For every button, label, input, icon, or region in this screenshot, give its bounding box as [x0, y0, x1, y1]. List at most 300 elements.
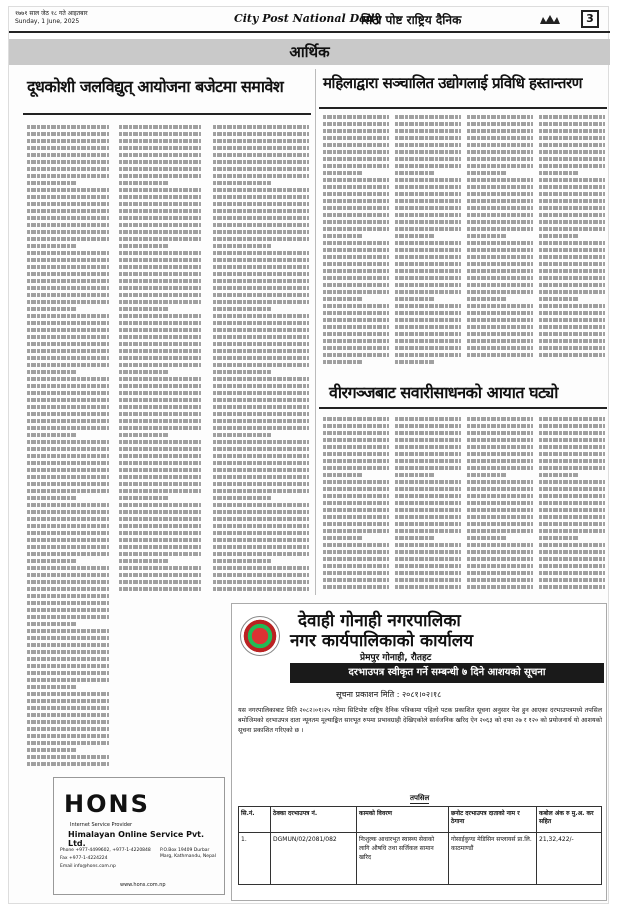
text-line — [467, 487, 533, 491]
text-line — [119, 510, 201, 514]
text-line — [119, 258, 201, 262]
text-line — [539, 424, 605, 428]
table-header: कामको विवरण — [357, 807, 449, 833]
text-line — [467, 466, 533, 470]
text-line — [213, 160, 309, 164]
text-line — [539, 564, 605, 568]
text-line — [467, 508, 533, 512]
text-line — [213, 237, 309, 241]
text-line — [27, 482, 109, 486]
text-line — [27, 692, 109, 696]
text-line — [119, 321, 201, 325]
text-line — [395, 466, 461, 470]
text-line — [539, 515, 605, 519]
text-line — [395, 508, 461, 512]
text-line — [539, 445, 605, 449]
newspaper-title-nepali: सिटी पोष्ट राष्ट्रिय दैनिक — [361, 13, 462, 27]
text-line — [467, 199, 533, 203]
text-line — [467, 283, 533, 287]
text-line — [323, 536, 363, 540]
text-line — [467, 353, 533, 357]
text-line — [119, 573, 201, 577]
text-line — [467, 445, 533, 449]
text-line — [395, 227, 461, 231]
text-line — [467, 115, 533, 119]
text-line — [119, 482, 201, 486]
text-line — [539, 438, 605, 442]
masthead — [9, 7, 610, 33]
text-line — [27, 741, 109, 745]
text-line — [119, 524, 201, 528]
text-line — [27, 223, 109, 227]
headline-rule — [319, 107, 607, 109]
text-line — [119, 559, 168, 563]
text-line — [119, 251, 201, 255]
text-line — [539, 339, 605, 343]
text-line — [467, 424, 533, 428]
text-line — [395, 262, 461, 266]
article-headline: वीरगञ्जबाट सवारीसाधनको आयात घट्यो — [329, 383, 558, 402]
text-line — [395, 417, 461, 421]
text-line — [119, 335, 201, 339]
text-line — [395, 578, 461, 582]
text-line — [323, 262, 389, 266]
text-line — [119, 454, 201, 458]
text-line — [539, 466, 605, 470]
text-line — [323, 431, 389, 435]
text-line — [323, 129, 389, 133]
text-line — [213, 300, 309, 304]
text-line — [119, 391, 201, 395]
text-line — [539, 325, 605, 329]
text-line — [323, 487, 389, 491]
text-line — [539, 262, 605, 266]
text-line — [119, 433, 168, 437]
text-line — [119, 370, 168, 374]
text-line — [119, 447, 201, 451]
text-line — [27, 412, 109, 416]
text-line — [119, 216, 201, 220]
text-line — [395, 150, 461, 154]
text-line — [395, 241, 461, 245]
notice-banner: दरभाउपत्र स्वीकृत गर्ने सम्बन्धी ७ दिने आशयको सूचना — [290, 663, 604, 683]
text-line — [323, 585, 389, 589]
text-line — [539, 578, 605, 582]
text-line — [323, 269, 389, 273]
text-line — [213, 223, 309, 227]
text-line — [119, 132, 201, 136]
text-line — [213, 188, 309, 192]
text-line — [395, 234, 435, 238]
text-line — [395, 332, 461, 336]
text-line — [395, 360, 435, 364]
text-line — [323, 346, 389, 350]
text-line — [323, 459, 389, 463]
text-line — [27, 566, 109, 570]
text-line — [395, 178, 461, 182]
text-line — [27, 510, 109, 514]
text-line — [27, 139, 109, 143]
text-line — [395, 122, 461, 126]
text-line — [323, 501, 389, 505]
text-line — [119, 160, 201, 164]
text-line — [539, 318, 605, 322]
text-line — [323, 417, 389, 421]
text-line — [395, 255, 461, 259]
text-line — [395, 129, 461, 133]
text-line — [119, 412, 201, 416]
text-line — [395, 136, 461, 140]
text-line — [395, 164, 461, 168]
text-line — [323, 515, 389, 519]
table-header: छनोट दरभाउपत्र दाताको नाम र ठेगाना — [449, 807, 537, 833]
text-line — [323, 339, 389, 343]
ad-phone: Phone +977-4499602, +977-1-4220848 — [60, 848, 151, 853]
text-line — [323, 157, 389, 161]
text-line — [323, 136, 389, 140]
text-line — [539, 178, 605, 182]
table-cell: निःशुल्क आधारभूत स्वास्थ्य सेवाको लागि औषधि तथा सर्जिकल सामान खरिद — [357, 833, 449, 885]
text-line — [213, 377, 309, 381]
text-line — [539, 452, 605, 456]
text-line — [467, 311, 533, 315]
text-line — [27, 286, 109, 290]
text-line — [467, 255, 533, 259]
text-line — [467, 136, 533, 140]
text-line — [323, 220, 389, 224]
text-line — [539, 522, 605, 526]
text-line — [119, 307, 168, 311]
text-line — [119, 552, 201, 556]
text-line — [539, 585, 605, 589]
text-line — [539, 297, 579, 301]
text-line — [27, 251, 109, 255]
text-line — [213, 335, 309, 339]
text-line — [323, 290, 389, 294]
text-line — [539, 248, 605, 252]
headline-rule — [319, 407, 607, 409]
text-line — [323, 466, 389, 470]
text-line — [467, 339, 533, 343]
text-line — [27, 650, 109, 654]
text-line — [539, 164, 605, 168]
text-line — [467, 248, 533, 252]
text-line — [395, 220, 461, 224]
text-line — [539, 417, 605, 421]
text-line — [213, 279, 309, 283]
text-line — [27, 496, 76, 500]
text-line — [119, 314, 201, 318]
text-line — [323, 304, 389, 308]
text-line — [119, 342, 201, 346]
text-line — [213, 468, 309, 472]
text-line — [539, 115, 605, 119]
text-line — [395, 143, 461, 147]
article-headline: महिलाद्वारा सञ्चालित उद्योगलाई प्रविधि हस्तान्तरण — [323, 74, 582, 92]
text-line — [323, 227, 389, 231]
text-line — [27, 132, 109, 136]
text-line — [395, 353, 461, 357]
text-line — [323, 332, 389, 336]
text-line — [27, 461, 109, 465]
text-line — [323, 241, 389, 245]
text-line — [213, 384, 309, 388]
text-line — [467, 276, 533, 280]
table-row — [239, 833, 602, 885]
municipality-emblem-icon — [240, 616, 280, 656]
text-line — [27, 230, 109, 234]
text-line — [539, 571, 605, 575]
text-line — [27, 587, 109, 591]
table-header: कबोल अंक रु मु.अ. कर सहित — [537, 807, 602, 833]
text-line — [467, 578, 533, 582]
hons-advertisement — [53, 777, 225, 895]
text-line — [539, 290, 605, 294]
text-line — [467, 515, 533, 519]
text-line — [213, 342, 309, 346]
text-line — [27, 440, 109, 444]
notice-body: यस नगरपालिकाबाट मिति २०८२।०१।२५ गतेमा सिटिपोष्ट राष्ट्रिय दैनिक पत्रिकामा पहिलो पटक प्रकाशित सूचना अनुसार पेश हुन आएका दरभाउपत्रमध्ये तपसिल बमोजिमको दरभाउपत्र दाता न्यूनतम मूल्याङ्कित सारभूत रुपमा प्रभावग्राही देखिएकोले सार्वजनिक खरिद ऐन २०६३ को दफा २७ र १२० को प्रयोजनार्थ यो आशयको सूचना प्रकाशित गरिएको छ । — [238, 707, 602, 734]
date-nepali: १७७१ साल जेठ १८ गते आइतबार — [15, 10, 88, 17]
text-line — [213, 552, 309, 556]
date-english: Sunday, 1 June, 2025 — [15, 18, 80, 25]
text-line — [467, 304, 533, 308]
text-line — [119, 300, 201, 304]
text-line — [27, 671, 109, 675]
text-line — [539, 529, 605, 533]
text-line — [27, 622, 76, 626]
text-line — [213, 349, 309, 353]
text-line — [119, 426, 201, 430]
text-line — [213, 356, 309, 360]
text-line — [539, 227, 605, 231]
text-line — [27, 300, 109, 304]
text-line — [27, 363, 109, 367]
text-line — [467, 459, 533, 463]
text-line — [27, 594, 109, 598]
text-line — [213, 321, 309, 325]
text-line — [27, 629, 109, 633]
text-line — [27, 573, 109, 577]
text-line — [323, 571, 389, 575]
text-line — [467, 178, 533, 182]
text-line — [539, 557, 605, 561]
text-line — [27, 209, 109, 213]
text-line — [539, 213, 605, 217]
text-line — [467, 494, 533, 498]
text-line — [395, 494, 461, 498]
text-line — [27, 608, 109, 612]
text-line — [119, 356, 201, 360]
text-line — [467, 529, 533, 533]
text-line — [395, 571, 461, 575]
text-line — [119, 230, 201, 234]
text-line — [27, 125, 109, 129]
text-line — [119, 272, 201, 276]
text-line — [213, 174, 309, 178]
ad-address: P.O.Box 19409 Durbar Marg, Kathmandu, Nepal — [160, 848, 216, 859]
text-line — [119, 202, 201, 206]
text-line — [467, 346, 533, 350]
text-line — [119, 349, 201, 353]
text-line — [395, 431, 461, 435]
text-line — [539, 192, 605, 196]
text-line — [467, 452, 533, 456]
text-line — [467, 213, 533, 217]
text-line — [539, 136, 605, 140]
text-line — [395, 339, 461, 343]
text-line — [213, 503, 309, 507]
text-line — [323, 424, 389, 428]
text-line — [213, 132, 309, 136]
article-body-column — [213, 125, 309, 595]
text-line — [27, 734, 109, 738]
text-line — [323, 164, 389, 168]
text-line — [467, 522, 533, 526]
text-line — [119, 195, 201, 199]
text-line — [395, 515, 461, 519]
text-line — [213, 573, 309, 577]
text-line — [119, 580, 201, 584]
text-line — [27, 531, 109, 535]
text-line — [119, 181, 168, 185]
text-line — [467, 122, 533, 126]
text-line — [395, 536, 435, 540]
text-line — [213, 293, 309, 297]
text-line — [395, 529, 461, 533]
text-line — [467, 157, 533, 161]
table-cell: 21,32,422/- — [537, 833, 602, 885]
text-line — [539, 276, 605, 280]
notice-location: प्रेमपुर गोनाही, रौतहट — [360, 653, 432, 663]
text-line — [27, 356, 109, 360]
text-line — [395, 487, 461, 491]
text-line — [119, 223, 201, 227]
text-line — [119, 517, 201, 521]
text-line — [27, 216, 109, 220]
table-cell: DGMUN/02/2081/082 — [271, 833, 357, 885]
text-line — [539, 480, 605, 484]
text-line — [27, 384, 109, 388]
text-line — [395, 171, 435, 175]
text-line — [323, 283, 389, 287]
text-line — [27, 447, 109, 451]
text-line — [467, 290, 533, 294]
text-line — [395, 115, 461, 119]
text-line — [539, 122, 605, 126]
text-line — [119, 279, 201, 283]
text-line — [539, 304, 605, 308]
text-line — [395, 269, 461, 273]
text-line — [467, 318, 533, 322]
newspaper-title-english: City Post National Daily — [234, 12, 381, 25]
text-line — [213, 265, 309, 269]
text-line — [539, 550, 605, 554]
text-line — [27, 713, 109, 717]
text-line — [395, 480, 461, 484]
text-line — [395, 550, 461, 554]
text-line — [119, 440, 201, 444]
text-line — [467, 171, 507, 175]
text-line — [467, 550, 533, 554]
text-line — [213, 202, 309, 206]
text-line — [539, 234, 579, 238]
text-line — [323, 522, 389, 526]
text-line — [213, 566, 309, 570]
text-line — [395, 564, 461, 568]
text-line — [395, 346, 461, 350]
text-line — [27, 699, 109, 703]
text-line — [213, 216, 309, 220]
text-line — [27, 377, 109, 381]
text-line — [27, 433, 76, 437]
text-line — [395, 557, 461, 561]
text-line — [119, 146, 201, 150]
text-line — [119, 265, 201, 269]
text-line — [395, 424, 461, 428]
text-line — [323, 206, 389, 210]
text-line — [119, 419, 201, 423]
text-line — [119, 244, 168, 248]
text-line — [119, 405, 201, 409]
text-line — [27, 517, 109, 521]
text-line — [539, 508, 605, 512]
text-line — [213, 517, 309, 521]
text-line — [323, 115, 389, 119]
text-line — [119, 398, 201, 402]
headline-rule — [23, 113, 311, 115]
text-line — [467, 234, 507, 238]
text-line — [119, 363, 201, 367]
text-line — [213, 370, 271, 374]
text-line — [27, 419, 109, 423]
text-line — [213, 272, 309, 276]
text-line — [213, 251, 309, 255]
text-line — [467, 241, 533, 245]
ad-brand: HONS — [64, 790, 150, 818]
text-line — [119, 328, 201, 332]
text-line — [213, 426, 309, 430]
text-line — [323, 353, 389, 357]
text-line — [539, 255, 605, 259]
text-line — [119, 209, 201, 213]
table-header-row — [239, 807, 602, 833]
masthead-date — [15, 10, 88, 26]
text-line — [27, 370, 76, 374]
text-line — [323, 318, 389, 322]
text-line — [213, 307, 271, 311]
text-line — [323, 438, 389, 442]
text-line — [27, 503, 109, 507]
text-line — [539, 185, 605, 189]
text-line — [213, 447, 309, 451]
text-line — [27, 265, 109, 269]
text-line — [323, 248, 389, 252]
text-line — [27, 272, 109, 276]
text-line — [323, 550, 389, 554]
text-line — [27, 391, 109, 395]
text-line — [467, 585, 533, 589]
ad-email: Email info@hons.com.np — [60, 864, 116, 869]
text-line — [323, 508, 389, 512]
text-line — [213, 363, 309, 367]
text-line — [323, 178, 389, 182]
column-divider — [315, 69, 316, 595]
text-line — [119, 377, 201, 381]
text-line — [323, 143, 389, 147]
text-line — [27, 307, 76, 311]
text-line — [213, 195, 309, 199]
